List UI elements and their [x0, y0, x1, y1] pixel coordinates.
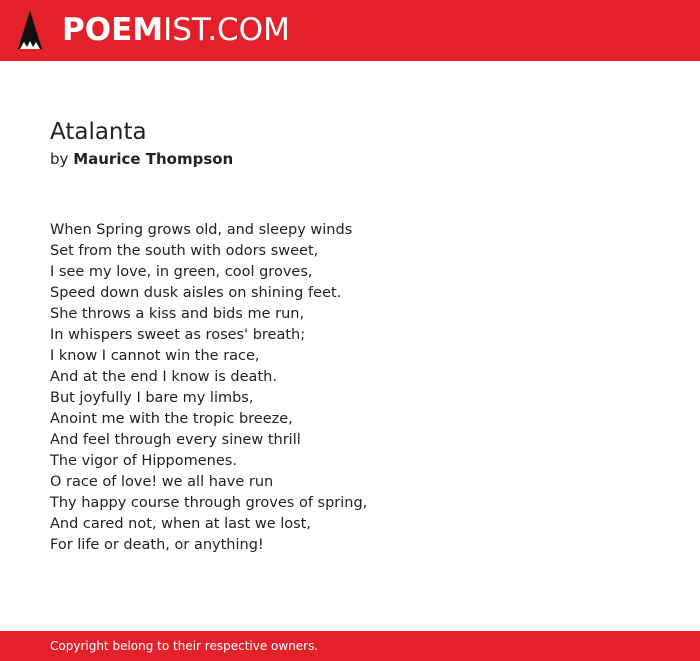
- pencil-tip-icon: [16, 9, 44, 53]
- poem-line: In whispers sweet as roses' breath;: [50, 327, 306, 343]
- site-footer: [0, 631, 700, 661]
- poem-line: But joyfully I bare my limbs,: [50, 390, 254, 406]
- poem-line: The vigor of Hippomenes.: [50, 453, 237, 469]
- poem-line: For life or death, or anything!: [50, 537, 264, 553]
- site-header: [0, 0, 700, 61]
- poem-line: And at the end I know is death.: [50, 369, 277, 385]
- logo-text-bold: POEM: [62, 12, 164, 48]
- poem-line: Speed down dusk aisles on shining feet.: [50, 285, 342, 301]
- poem-line: I see my love, in green, cool groves,: [50, 264, 313, 280]
- poem-body: [50, 220, 650, 556]
- poem-line: And cared not, when at last we lost,: [50, 516, 311, 532]
- poem-line: She throws a kiss and bids me run,: [50, 306, 305, 322]
- poem-title: Atalanta: [50, 119, 147, 145]
- poem-line: O race of love! we all have run: [50, 474, 274, 490]
- poem-author: Maurice Thompson: [73, 150, 234, 168]
- poem-line: I know I cannot win the race,: [50, 348, 260, 364]
- poem-line: Thy happy course through groves of spring,: [50, 495, 368, 511]
- poem-byline: [50, 150, 233, 168]
- copyright-text: Copyright belong to their respective owners.: [50, 639, 319, 653]
- site-logo[interactable]: [62, 12, 290, 48]
- byline-prefix: by: [50, 150, 69, 168]
- poem-line: Set from the south with odors sweet,: [50, 243, 319, 259]
- poem-line: Anoint me with the tropic breeze,: [50, 411, 293, 427]
- poem-line: And feel through every sinew thrill: [50, 432, 301, 448]
- poem-line: When Spring grows old, and sleepy winds: [50, 222, 353, 238]
- logo-text-light: IST.COM: [163, 12, 290, 48]
